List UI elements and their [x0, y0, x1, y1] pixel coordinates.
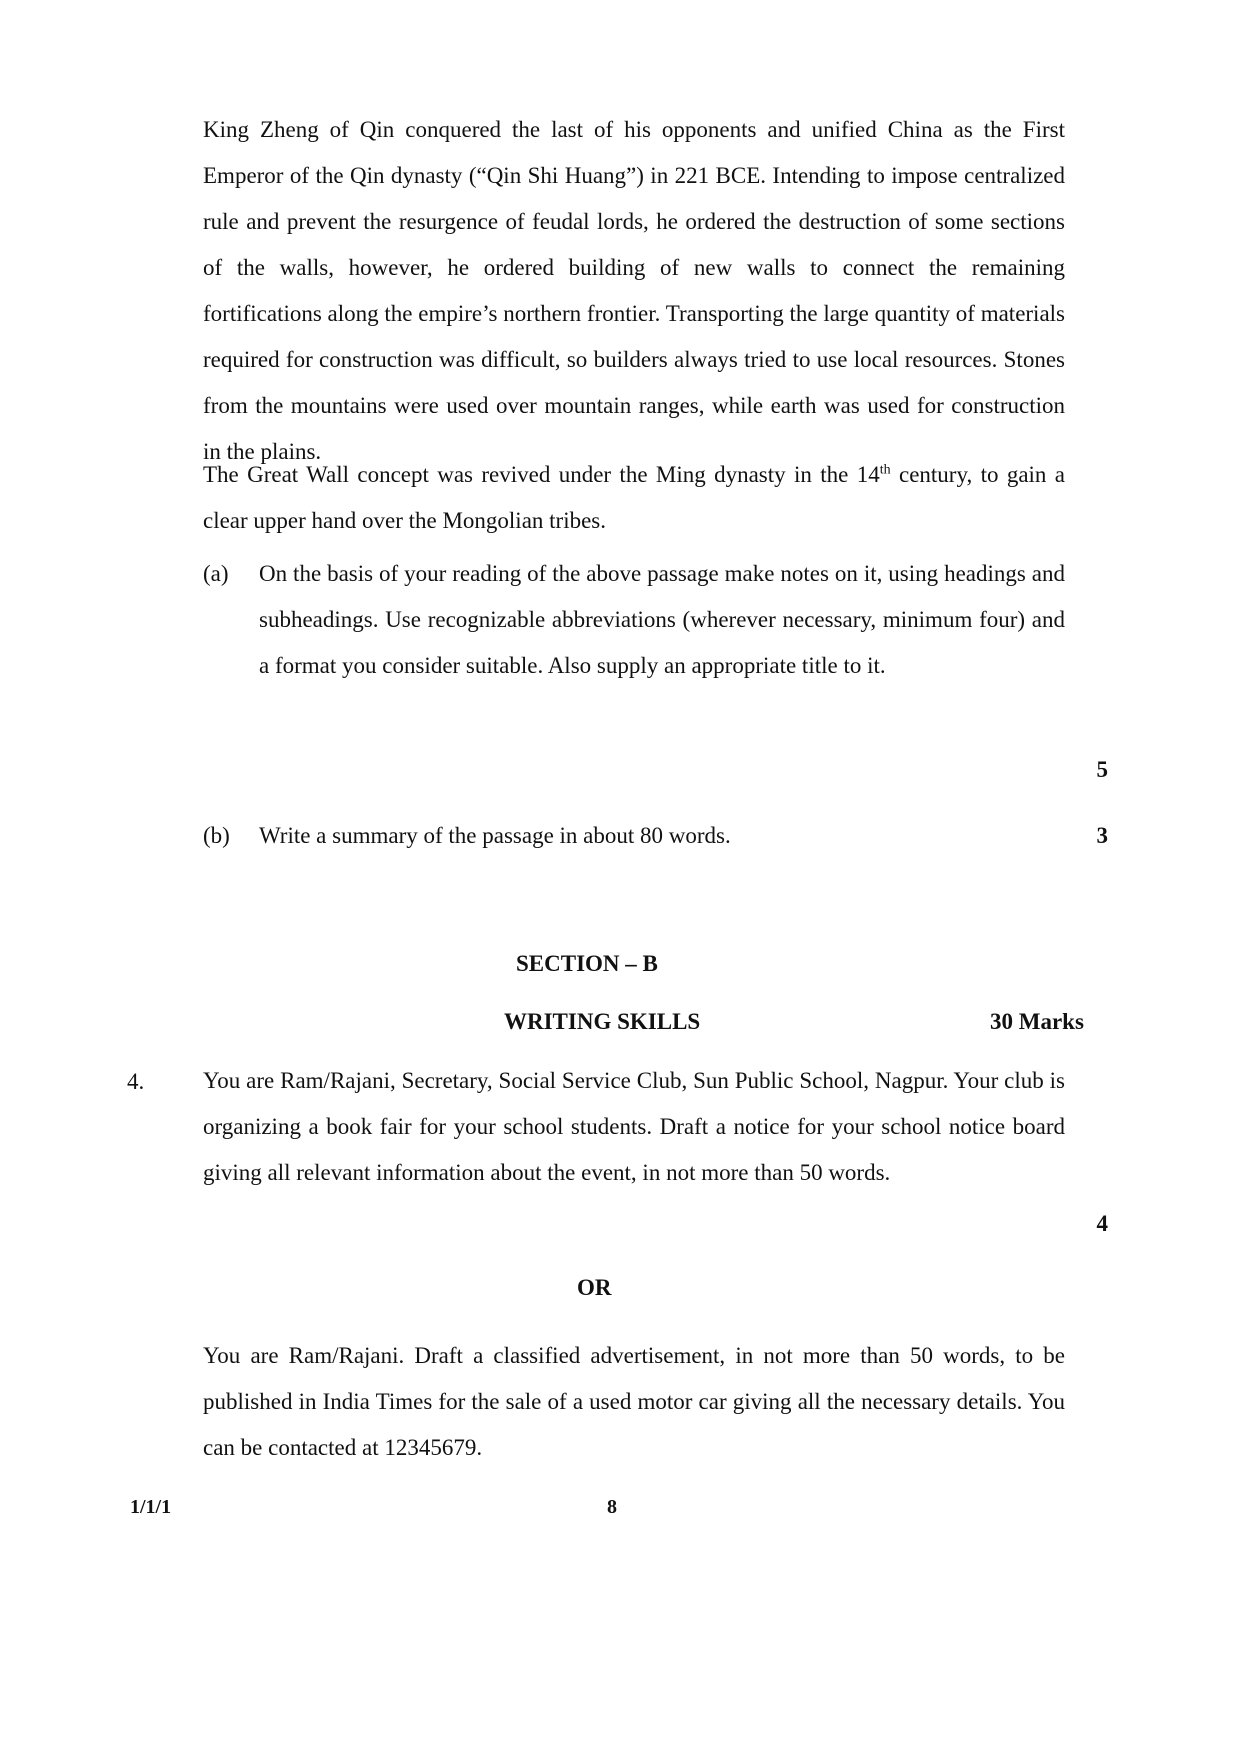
marks-b: 3	[1096, 823, 1108, 848]
question-item-b	[203, 813, 1108, 859]
marks-4: 4	[1096, 1211, 1108, 1236]
passage-paragraph-2	[203, 452, 1065, 544]
section-marks: 30 Marks	[990, 1009, 1084, 1034]
marks-a: 5	[1096, 757, 1108, 782]
page-number: 8	[607, 1496, 617, 1518]
passage-paragraph-1: King Zheng of Qin conquered the last of his opponents and unified China as the First Emperor of the Qin dynasty (“Qin Shi Huang”) in 221 BCE. Intending to impose centralized rule and prevent the resurgence of feudal lords, he ordered the destruction of some sections of the walls, however, he ordered building of new walls to connect the remaining fortifications along the empire’s northern frontier. Transporting the large quantity of materials required for construction was difficult, so builders always tried to use local resources. Stones from the mountains were used over mountain ranges, while earth was used for construction in the plains.	[203, 117, 1065, 464]
question-text-a: On the basis of your reading of the above passage make notes on it, using headings and subheadings. Use recognizable abbreviations (wherever necessary, minimum four) and a format you consider suitable. Also supply an appropriate title to it.	[259, 561, 1065, 678]
question-number-4: 4.	[127, 1069, 145, 1094]
section-subtitle: WRITING SKILLS	[504, 1009, 701, 1034]
or-label: OR	[577, 1275, 612, 1300]
question-4-text: You are Ram/Rajani, Secretary, Social Service Club, Sun Public School, Nagpur. Your club is organizing a book fair for your school students. Draft a notice for your school notice board giving all relevant information about the event, in not more than 50 words.	[203, 1068, 1065, 1185]
question-item-a	[203, 551, 1108, 735]
paper-code: 1/1/1	[130, 1496, 172, 1518]
section-title: SECTION – B	[516, 951, 658, 976]
question-4-alt-text: You are Ram/Rajani. Draft a classified advertisement, in not more than 50 words, to be published in India Times for the sale of a used motor car giving all the necessary details. You can be contacted at 12345679.	[203, 1343, 1065, 1460]
ordinal-suffix: th	[879, 462, 891, 478]
passage-paragraph-2-end: century, to gain a clear upper hand over the Mongolian tribes.	[203, 462, 1065, 533]
question-label-b: (b)	[203, 823, 230, 848]
question-label-a: (a)	[203, 561, 229, 586]
passage-paragraph-2-start: The Great Wall concept was revived under the Ming dynasty in the 14	[203, 462, 880, 487]
question-text-b: Write a summary of the passage in about 80 words.	[259, 823, 731, 848]
